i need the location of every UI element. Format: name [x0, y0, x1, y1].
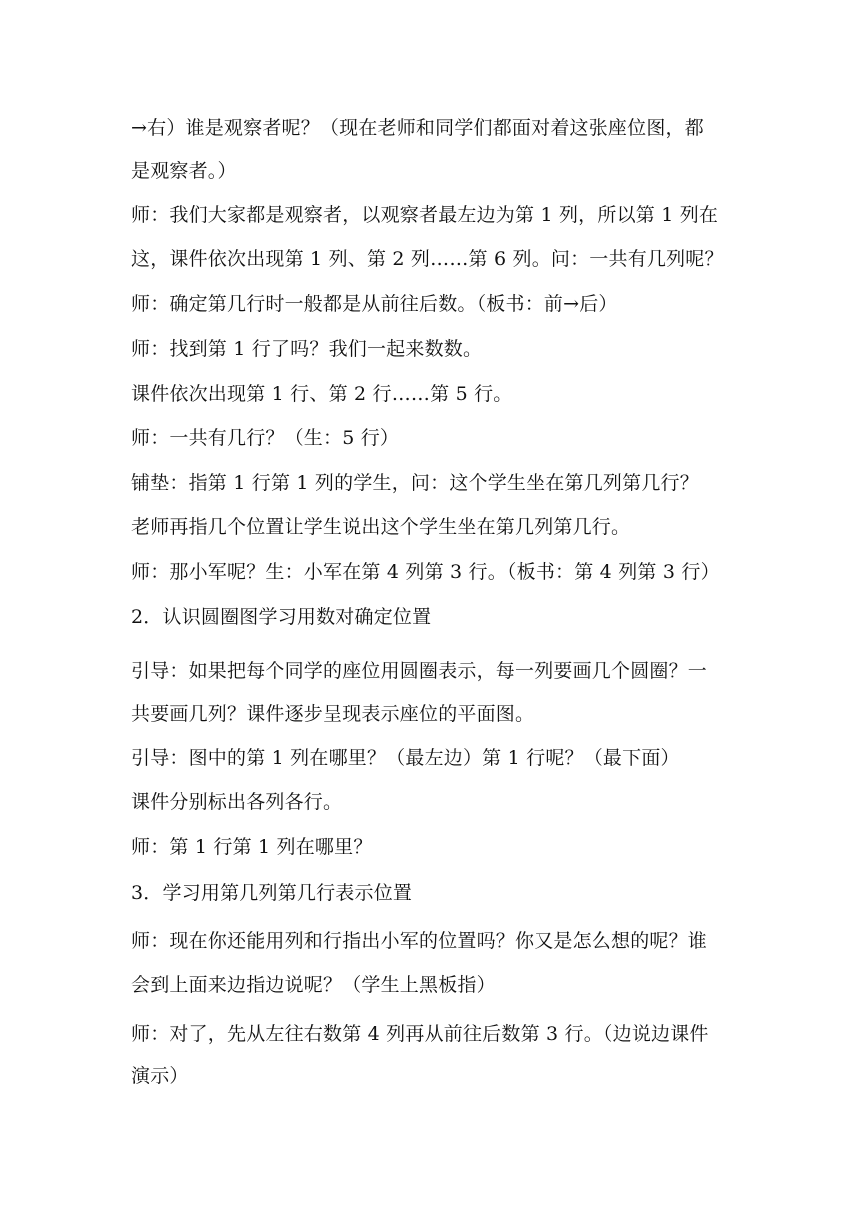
- text-line: 师：我们大家都是观察者，以观察者最左边为第 1 列，所以第 1 列在: [131, 204, 719, 226]
- text-line: 师：对了，先从左往右数第 4 列再从前往后数第 3 行。（边说边课件: [131, 1023, 709, 1045]
- text-line: 课件依次出现第 1 行、第 2 行……第 5 行。: [131, 383, 513, 405]
- text-line: 师：确定第几行时一般都是从前往后数。（板书：前→后）: [131, 293, 618, 315]
- text-line: 共要画几列？课件逐步呈现表示座位的平面图。: [131, 703, 535, 725]
- text-line: 演示）: [131, 1065, 189, 1087]
- text-line: 师：那小军呢？生：小军在第 4 列第 3 行。（板书：第 4 列第 3 行）: [131, 561, 720, 583]
- text-line: 师：现在你还能用列和行指出小军的位置吗？你又是怎么想的呢？谁: [131, 930, 708, 952]
- text-line: 课件分别标出各列各行。: [131, 791, 343, 813]
- text-line: 会到上面来边指边说呢？（学生上黑板指）: [131, 974, 496, 996]
- text-line: 老师再指几个位置让学生说出这个学生坐在第几列第几行。: [131, 516, 631, 538]
- text-line: 这，课件依次出现第 1 列、第 2 列……第 6 列。问：一共有几列呢？: [131, 248, 724, 270]
- text-line: 铺垫：指第 1 行第 1 列的学生，问：这个学生坐在第几列第几行？: [131, 472, 699, 494]
- text-line: 师：第 1 行第 1 列在哪里？: [131, 836, 373, 858]
- section-heading: 2．认识圆圈图学习用数对确定位置: [131, 606, 432, 628]
- text-line: 引导：如果把每个同学的座位用圆圈表示，每一列要画几个圆圈？一: [131, 660, 708, 682]
- text-line: 是观察者。）: [131, 160, 237, 182]
- text-line: 师：一共有几行？（生：5 行）: [131, 427, 400, 449]
- text-line: 师：找到第 1 行了吗？我们一起来数数。: [131, 338, 483, 360]
- text-line: →右）谁是观察者呢？（现在老师和同学们都面对着这张座位图，都: [131, 117, 704, 139]
- section-heading: 3．学习用第几列第几行表示位置: [131, 882, 413, 904]
- text-line: 引导：图中的第 1 列在哪里？（最左边）第 1 行呢？（最下面）: [131, 747, 680, 769]
